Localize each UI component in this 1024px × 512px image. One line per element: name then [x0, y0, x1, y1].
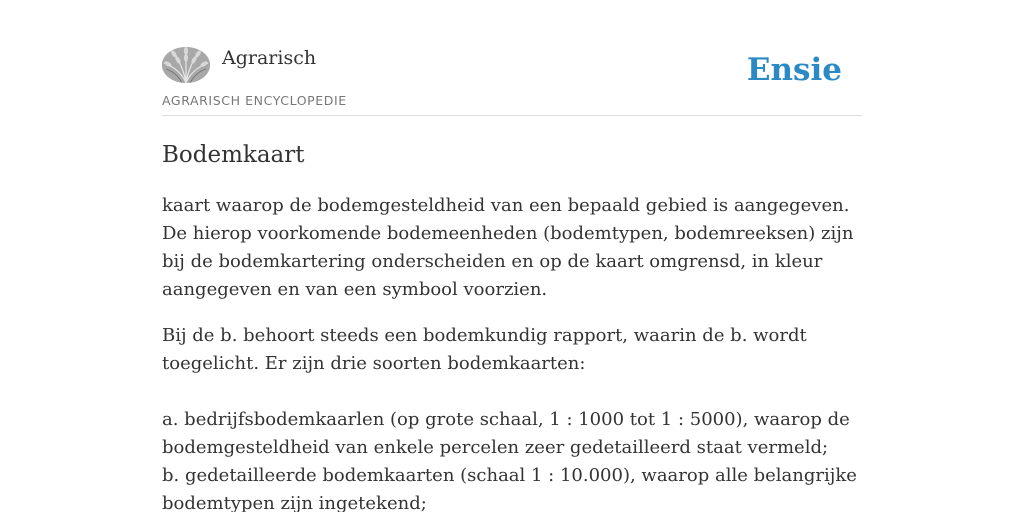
wheat-logo-icon[interactable] — [162, 47, 210, 83]
list-item: b. gedetailleerde bodemkaarten (schaal 1 : 10.000), waarop alle belangrijke bodemtypen zijn ingetekend; — [162, 465, 857, 512]
article-body — [162, 192, 862, 512]
list-item: a. bedrijfsbodemkaarlen (op grote schaal, 1 : 1000 tot 1 : 5000), waarop de bodemgesteldheid van enkele percelen zeer gedetailleerd staat vermeld; — [162, 409, 850, 458]
page-title: Bodemkaart — [162, 142, 305, 168]
definition-list — [162, 406, 862, 512]
source-name[interactable]: Agrarisch — [222, 47, 317, 69]
paragraph: kaart waarop de bodemgesteldheid van een bepaald gebied is aangegeven. De hierop voorkomende bodemeenheden (bodemtypen, bodemreeksen) zijn bij de bodemkartering onderscheiden en op de kaart omgrensd, in kleur aangegeven en van een symbool voorzien. — [162, 195, 854, 300]
source-subtitle: AGRARISCH ENCYCLOPEDIE — [162, 93, 347, 108]
brand-logo[interactable]: Ensie — [746, 52, 842, 88]
header — [162, 0, 862, 116]
paragraph: Bij de b. behoort steeds een bodemkundig rapport, waarin de b. wordt toegelicht. Er zijn drie soorten bodemkaarten: — [162, 325, 807, 374]
